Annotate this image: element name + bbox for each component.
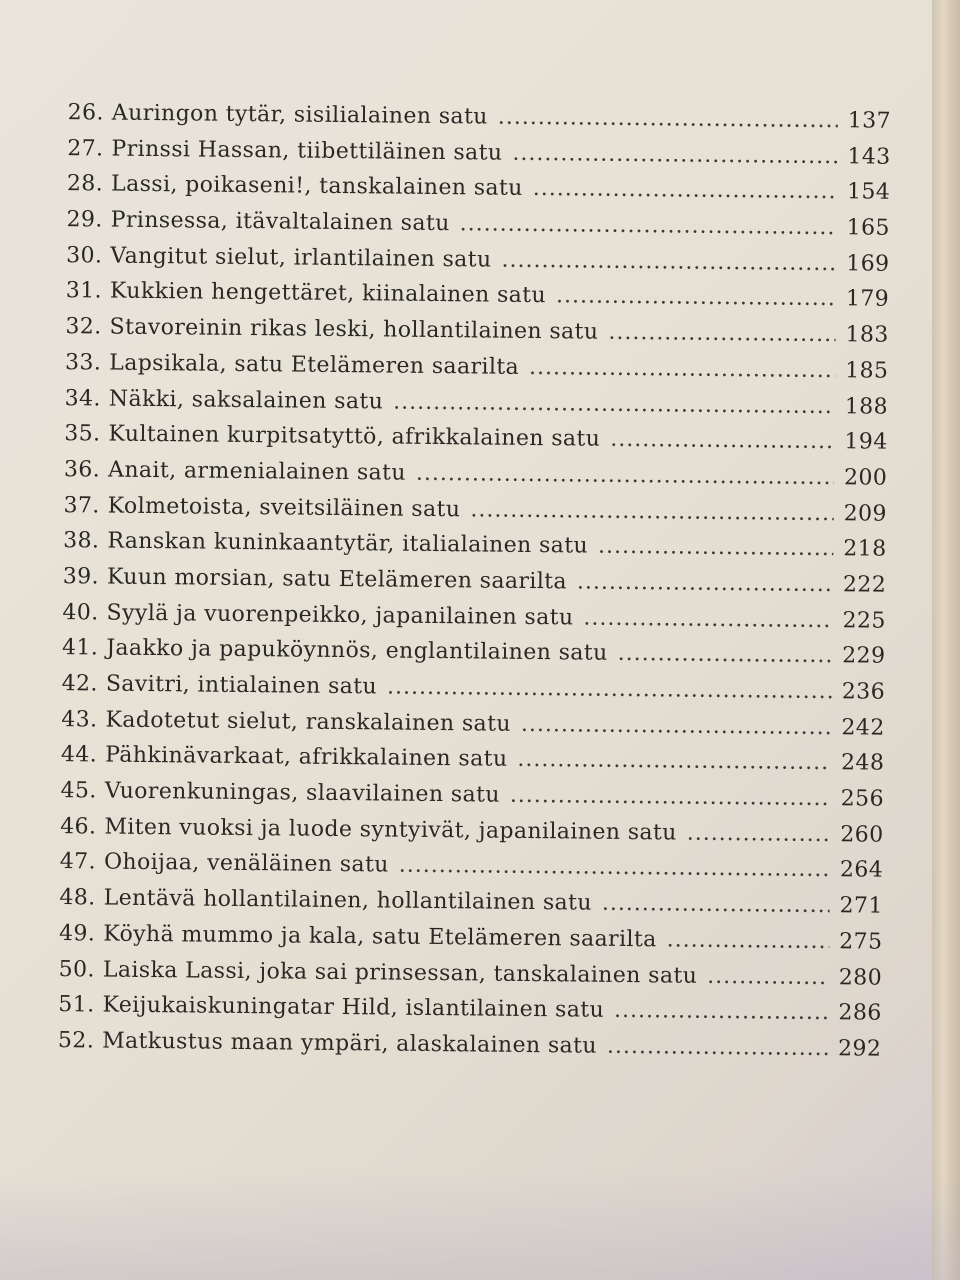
- entry-number: 38.: [63, 528, 100, 554]
- entry-title: Miten vuoksi ja luode syntyivät, japanilainen satu: [104, 814, 677, 846]
- entry-number: 42.: [61, 671, 99, 697]
- dot-leader: [577, 569, 833, 597]
- entry-number: 40.: [62, 599, 99, 626]
- entry-title: Pähkinävarkaat, afrikkalainen satu: [105, 742, 508, 773]
- entry-number: 50.: [58, 956, 96, 982]
- entry-page-number: 137: [847, 108, 892, 134]
- entry-number: 43.: [61, 706, 98, 733]
- entry-title: Lentävä hollantilainen, hollantilainen satu: [103, 885, 593, 916]
- book-page-edge: [932, 0, 960, 1280]
- entry-page-number: 292: [837, 1036, 882, 1062]
- dot-leader: [470, 497, 834, 526]
- dot-leader: [602, 891, 830, 918]
- entry-title: Vangitut sielut, irlantilainen satu: [110, 243, 492, 273]
- entry-title: Prinsessa, itävaltalainen satu: [110, 207, 450, 237]
- entry-page-number: 188: [844, 393, 889, 420]
- entry-page-number: 183: [845, 322, 889, 348]
- entry-number: 29.: [66, 207, 103, 233]
- dot-leader: [501, 247, 836, 276]
- entry-title: Kadotetut sielut, ranskalainen satu: [105, 707, 512, 737]
- entry-title: Lapsikala, satu Etelämeren saarilta: [109, 350, 520, 380]
- entry-page-number: 256: [840, 786, 885, 812]
- entry-number: 28.: [66, 171, 104, 197]
- dot-leader: [608, 320, 835, 347]
- dot-leader: [393, 389, 835, 419]
- entry-page-number: 222: [842, 572, 887, 598]
- entry-number: 44.: [60, 742, 98, 768]
- entry-title: Näkki, saksalainen satu: [108, 386, 384, 414]
- entry-title: Kuun morsian, satu Etelämeren saarilta: [106, 564, 568, 595]
- dot-leader: [687, 820, 831, 847]
- entry-title: Kultainen kurpitsatyttö, afrikkalainen satu: [108, 421, 601, 452]
- dot-leader: [498, 105, 838, 134]
- entry-page-number: 248: [840, 750, 885, 777]
- dot-leader: [610, 427, 834, 454]
- entry-title: Vuorenkuningas, slaavilainen satu: [104, 778, 501, 808]
- page-shadow: [0, 1170, 960, 1280]
- entry-number: 34.: [64, 385, 102, 411]
- entry-title: Savitri, intialainen satu: [105, 671, 378, 700]
- entry-number: 37.: [63, 492, 100, 519]
- entry-page-number: 275: [839, 929, 883, 955]
- entry-page-number: 169: [846, 251, 890, 277]
- entry-page-number: 229: [842, 643, 886, 670]
- entry-page-number: 200: [843, 465, 888, 491]
- entry-number: 26.: [67, 100, 104, 126]
- dot-leader: [512, 140, 837, 168]
- entry-page-number: 225: [842, 607, 886, 634]
- dot-leader: [583, 605, 832, 633]
- entry-title: Keijukaiskuningatar Hild, islantilainen satu: [102, 992, 605, 1023]
- entry-page-number: 179: [845, 286, 890, 313]
- entry-title: Matkustus maan ympäri, alaskalainen satu: [102, 1028, 598, 1059]
- dot-leader: [607, 1034, 828, 1061]
- entry-number: 52.: [57, 1027, 95, 1054]
- entry-number: 35.: [64, 421, 101, 447]
- entry-title: Laiska Lassi, joka sai prinsessan, tanskalainen satu: [102, 957, 698, 989]
- entry-title: Anait, armenialainen satu: [107, 457, 407, 486]
- table-of-contents: [48, 100, 892, 1072]
- dot-leader: [556, 284, 836, 312]
- entry-number: 39.: [62, 564, 100, 590]
- entry-title: Prinssi Hassan, tiibettiläinen satu: [111, 136, 503, 166]
- entry-page-number: 280: [838, 964, 883, 991]
- entry-title: Kolmetoista, sveitsiläinen satu: [107, 493, 461, 522]
- entry-page-number: 264: [839, 857, 884, 884]
- dot-leader: [521, 712, 832, 740]
- entry-number: 31.: [65, 278, 103, 304]
- entry-number: 30.: [66, 242, 103, 269]
- entry-number: 48.: [59, 885, 96, 911]
- entry-page-number: 260: [840, 821, 884, 848]
- entry-title: Syylä ja vuorenpeikko, japanilainen satu: [106, 600, 574, 631]
- dot-leader: [510, 783, 831, 811]
- entry-number: 51.: [58, 992, 95, 1018]
- entry-number: 46.: [60, 813, 97, 840]
- entry-page-number: 236: [841, 679, 886, 705]
- entry-title: Kukkien hengettäret, kiinalainen satu: [109, 278, 547, 309]
- entry-title: Lassi, poikaseni!, tanskalainen satu: [110, 171, 523, 202]
- entry-page-number: 165: [846, 215, 891, 241]
- entry-number: 27.: [67, 135, 104, 162]
- entry-title: Auringon tytär, sisilialainen satu: [111, 100, 488, 130]
- dot-leader: [618, 641, 833, 668]
- entry-title: Ohoijaa, venäläinen satu: [103, 849, 389, 878]
- dot-leader: [517, 747, 831, 775]
- dot-leader: [533, 176, 838, 204]
- entry-page-number: 194: [844, 429, 888, 455]
- entry-title: Jaakko ja papuköynnös, englantilainen satu: [106, 635, 608, 667]
- dot-leader: [667, 927, 830, 954]
- dot-leader: [416, 461, 834, 490]
- entry-number: 36.: [63, 456, 101, 483]
- entry-page-number: 185: [845, 358, 889, 384]
- dot-leader: [460, 211, 837, 240]
- entry-number: 41.: [61, 635, 99, 661]
- entry-page-number: 209: [843, 500, 888, 527]
- entry-page-number: 154: [846, 179, 891, 206]
- dot-leader: [399, 853, 830, 883]
- entry-title: Stavoreinin rikas leski, hollantilainen satu: [109, 314, 599, 345]
- entry-title: Köyhä mummo ja kala, satu Etelämeren saarilta: [103, 921, 657, 953]
- toc-entry: [48, 1027, 882, 1072]
- dot-leader: [598, 534, 834, 561]
- entry-number: 49.: [58, 920, 96, 947]
- entry-page-number: 271: [839, 893, 883, 919]
- entry-page-number: 242: [841, 714, 885, 741]
- dot-leader: [529, 355, 835, 383]
- entry-page-number: 286: [838, 1000, 882, 1026]
- dot-leader: [614, 998, 829, 1025]
- entry-page-number: 218: [843, 536, 887, 562]
- entry-number: 33.: [64, 349, 102, 376]
- dot-leader: [387, 674, 832, 704]
- entry-number: 47.: [59, 849, 97, 875]
- entry-number: 32.: [65, 314, 102, 340]
- entry-title: Ranskan kuninkaantytär, italialainen satu: [107, 528, 589, 559]
- dot-leader: [707, 963, 829, 989]
- entry-page-number: 143: [847, 143, 891, 170]
- entry-number: 45.: [60, 778, 97, 804]
